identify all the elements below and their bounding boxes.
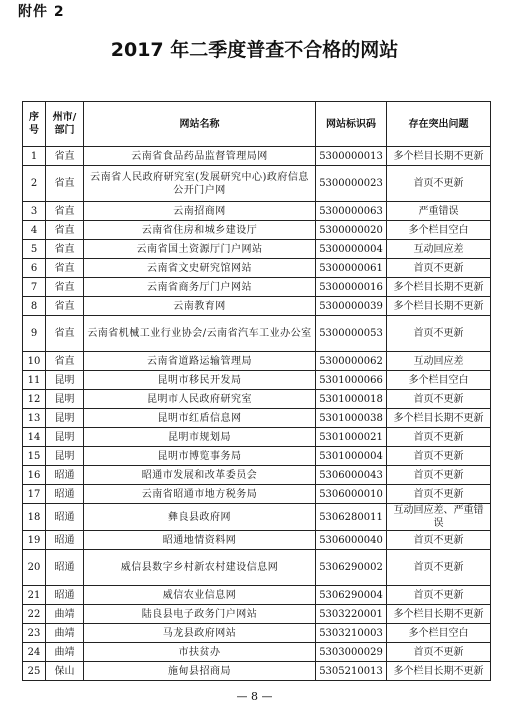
document-title: 2017 年二季度普查不合格的网站 bbox=[110, 39, 399, 61]
cell-site-code: 5301000018 bbox=[316, 390, 387, 409]
cell-site-name: 昆明市规划局 bbox=[84, 428, 316, 447]
cell-no: 6 bbox=[23, 259, 46, 278]
cell-no: 8 bbox=[23, 297, 46, 316]
cell-site-code: 5306280011 bbox=[316, 504, 387, 531]
cell-no: 22 bbox=[23, 605, 46, 624]
cell-city: 省直 bbox=[46, 278, 84, 297]
cell-city: 保山 bbox=[46, 662, 84, 681]
cell-no: 21 bbox=[23, 586, 46, 605]
cell-site-name: 云南省机械工业行业协会/云南省汽车工业办公室 bbox=[84, 316, 316, 352]
annex-label: 附件 2 bbox=[18, 4, 65, 20]
table-row bbox=[23, 447, 491, 466]
header-no: 序号 bbox=[23, 102, 46, 147]
cell-issue: 首页不更新 bbox=[387, 466, 491, 485]
cell-issue: 多个栏目长期不更新 bbox=[387, 662, 491, 681]
cell-site-name: 云南省道路运输管理局 bbox=[84, 352, 316, 371]
cell-issue: 首页不更新 bbox=[387, 485, 491, 504]
cell-site-name: 昆明市人民政府研究室 bbox=[84, 390, 316, 409]
cell-no: 2 bbox=[23, 166, 46, 202]
cell-issue: 多个栏目长期不更新 bbox=[387, 409, 491, 428]
cell-issue: 多个栏目长期不更新 bbox=[387, 278, 491, 297]
cell-no: 12 bbox=[23, 390, 46, 409]
cell-city: 省直 bbox=[46, 316, 84, 352]
cell-issue: 互动回应差、严重错误 bbox=[387, 504, 491, 531]
cell-issue: 严重错误 bbox=[387, 202, 491, 221]
cell-site-code: 5303000029 bbox=[316, 643, 387, 662]
cell-issue: 多个栏目长期不更新 bbox=[387, 605, 491, 624]
table-row bbox=[23, 466, 491, 485]
cell-no: 5 bbox=[23, 240, 46, 259]
cell-no: 19 bbox=[23, 531, 46, 550]
table-row bbox=[23, 202, 491, 221]
cell-site-code: 5300000061 bbox=[316, 259, 387, 278]
cell-no: 13 bbox=[23, 409, 46, 428]
cell-site-name: 昆明市博览事务局 bbox=[84, 447, 316, 466]
table-row bbox=[23, 624, 491, 643]
cell-city: 省直 bbox=[46, 202, 84, 221]
cell-no: 16 bbox=[23, 466, 46, 485]
cell-site-code: 5306000010 bbox=[316, 485, 387, 504]
cell-site-name: 陆良县电子政务门户网站 bbox=[84, 605, 316, 624]
cell-site-name: 云南省人民政府研究室(发展研究中心)政府信息公开门户网 bbox=[84, 166, 316, 202]
table-row bbox=[23, 352, 491, 371]
table-row bbox=[23, 504, 491, 531]
table-row bbox=[23, 166, 491, 202]
cell-issue: 首页不更新 bbox=[387, 550, 491, 586]
cell-issue: 首页不更新 bbox=[387, 259, 491, 278]
cell-city: 昭通 bbox=[46, 485, 84, 504]
cell-site-code: 5301000004 bbox=[316, 447, 387, 466]
cell-no: 20 bbox=[23, 550, 46, 586]
cell-city: 昭通 bbox=[46, 586, 84, 605]
cell-site-name: 云南招商网 bbox=[84, 202, 316, 221]
cell-issue: 首页不更新 bbox=[387, 643, 491, 662]
table-row bbox=[23, 297, 491, 316]
cell-issue: 首页不更新 bbox=[387, 166, 491, 202]
cell-city: 省直 bbox=[46, 259, 84, 278]
cell-site-code: 5300000020 bbox=[316, 221, 387, 240]
header-site-name: 网站名称 bbox=[84, 102, 316, 147]
cell-no: 24 bbox=[23, 643, 46, 662]
cell-site-name: 云南省住房和城乡建设厅 bbox=[84, 221, 316, 240]
cell-site-name: 昭通地情资料网 bbox=[84, 531, 316, 550]
cell-no: 1 bbox=[23, 147, 46, 166]
cell-no: 3 bbox=[23, 202, 46, 221]
cell-site-name: 云南省国土资源厅门户网站 bbox=[84, 240, 316, 259]
cell-city: 省直 bbox=[46, 221, 84, 240]
cell-no: 18 bbox=[23, 504, 46, 531]
cell-city: 昆明 bbox=[46, 409, 84, 428]
cell-no: 23 bbox=[23, 624, 46, 643]
cell-site-name: 昆明市移民开发局 bbox=[84, 371, 316, 390]
cell-site-name: 威信农业信息网 bbox=[84, 586, 316, 605]
cell-site-code: 5306290004 bbox=[316, 586, 387, 605]
cell-site-code: 5303220001 bbox=[316, 605, 387, 624]
cell-site-name: 昆明市红盾信息网 bbox=[84, 409, 316, 428]
cell-city: 昭通 bbox=[46, 466, 84, 485]
cell-site-code: 5300000039 bbox=[316, 297, 387, 316]
table-row bbox=[23, 605, 491, 624]
table-row bbox=[23, 586, 491, 605]
cell-site-name: 云南省昭通市地方税务局 bbox=[84, 485, 316, 504]
table-row bbox=[23, 531, 491, 550]
cell-site-code: 5306000040 bbox=[316, 531, 387, 550]
cell-issue: 首页不更新 bbox=[387, 390, 491, 409]
cell-site-name: 马龙县政府网站 bbox=[84, 624, 316, 643]
cell-city: 省直 bbox=[46, 147, 84, 166]
table-row bbox=[23, 550, 491, 586]
cell-site-name: 云南省商务厅门户网站 bbox=[84, 278, 316, 297]
cell-site-code: 5306290002 bbox=[316, 550, 387, 586]
cell-city: 曲靖 bbox=[46, 643, 84, 662]
cell-no: 25 bbox=[23, 662, 46, 681]
table-header-row bbox=[23, 102, 491, 147]
cell-city: 昭通 bbox=[46, 504, 84, 531]
cell-issue: 多个栏目空白 bbox=[387, 624, 491, 643]
cell-site-code: 5300000053 bbox=[316, 316, 387, 352]
cell-no: 7 bbox=[23, 278, 46, 297]
cell-site-name: 彝良县政府网 bbox=[84, 504, 316, 531]
cell-city: 昆明 bbox=[46, 447, 84, 466]
cell-site-code: 5300000004 bbox=[316, 240, 387, 259]
cell-site-name: 威信县数字乡村新农村建设信息网 bbox=[84, 550, 316, 586]
cell-site-code: 5301000021 bbox=[316, 428, 387, 447]
table-row bbox=[23, 485, 491, 504]
cell-no: 11 bbox=[23, 371, 46, 390]
cell-issue: 首页不更新 bbox=[387, 447, 491, 466]
cell-no: 9 bbox=[23, 316, 46, 352]
table-body bbox=[23, 147, 491, 681]
cell-site-code: 5300000013 bbox=[316, 147, 387, 166]
table-row bbox=[23, 240, 491, 259]
cell-city: 省直 bbox=[46, 166, 84, 202]
cell-site-code: 5306000043 bbox=[316, 466, 387, 485]
cell-site-name: 施甸县招商局 bbox=[84, 662, 316, 681]
header-city: 州市/部门 bbox=[46, 102, 84, 147]
cell-no: 4 bbox=[23, 221, 46, 240]
header-site-code: 网站标识码 bbox=[316, 102, 387, 147]
table-row bbox=[23, 390, 491, 409]
cell-city: 昆明 bbox=[46, 428, 84, 447]
cell-city: 省直 bbox=[46, 352, 84, 371]
cell-issue: 首页不更新 bbox=[387, 316, 491, 352]
cell-site-code: 5301000038 bbox=[316, 409, 387, 428]
cell-issue: 多个栏目长期不更新 bbox=[387, 147, 491, 166]
cell-site-name: 云南省食品药品监督管理局网 bbox=[84, 147, 316, 166]
cell-site-code: 5300000016 bbox=[316, 278, 387, 297]
cell-site-code: 5303210003 bbox=[316, 624, 387, 643]
cell-site-name: 市扶贫办 bbox=[84, 643, 316, 662]
cell-no: 15 bbox=[23, 447, 46, 466]
cell-site-code: 5300000063 bbox=[316, 202, 387, 221]
cell-city: 昭通 bbox=[46, 550, 84, 586]
cell-city: 曲靖 bbox=[46, 605, 84, 624]
cell-site-code: 5300000023 bbox=[316, 166, 387, 202]
table-row bbox=[23, 428, 491, 447]
table-row bbox=[23, 371, 491, 390]
cell-city: 昆明 bbox=[46, 390, 84, 409]
table-row bbox=[23, 316, 491, 352]
cell-site-name: 云南教育网 bbox=[84, 297, 316, 316]
table-row bbox=[23, 662, 491, 681]
header-issue: 存在突出问题 bbox=[387, 102, 491, 147]
cell-issue: 互动回应差 bbox=[387, 240, 491, 259]
cell-issue: 首页不更新 bbox=[387, 531, 491, 550]
cell-site-code: 5301000066 bbox=[316, 371, 387, 390]
cell-site-name: 云南省文史研究馆网站 bbox=[84, 259, 316, 278]
cell-no: 14 bbox=[23, 428, 46, 447]
table-row bbox=[23, 147, 491, 166]
cell-issue: 多个栏目空白 bbox=[387, 371, 491, 390]
cell-issue: 首页不更新 bbox=[387, 586, 491, 605]
unqualified-websites-table bbox=[22, 101, 491, 681]
cell-issue: 多个栏目空白 bbox=[387, 221, 491, 240]
table-row bbox=[23, 409, 491, 428]
cell-city: 昆明 bbox=[46, 371, 84, 390]
table-row bbox=[23, 221, 491, 240]
cell-issue: 多个栏目长期不更新 bbox=[387, 297, 491, 316]
cell-city: 省直 bbox=[46, 240, 84, 259]
table-row bbox=[23, 278, 491, 297]
cell-city: 昭通 bbox=[46, 531, 84, 550]
cell-issue: 首页不更新 bbox=[387, 428, 491, 447]
cell-no: 17 bbox=[23, 485, 46, 504]
table-row bbox=[23, 259, 491, 278]
table-row bbox=[23, 643, 491, 662]
cell-site-code: 5300000062 bbox=[316, 352, 387, 371]
cell-city: 省直 bbox=[46, 297, 84, 316]
cell-site-name: 昭通市发展和改革委员会 bbox=[84, 466, 316, 485]
cell-no: 10 bbox=[23, 352, 46, 371]
cell-site-code: 5305210013 bbox=[316, 662, 387, 681]
cell-issue: 互动回应差 bbox=[387, 352, 491, 371]
cell-city: 曲靖 bbox=[46, 624, 84, 643]
page-number: — 8 — bbox=[236, 690, 273, 703]
